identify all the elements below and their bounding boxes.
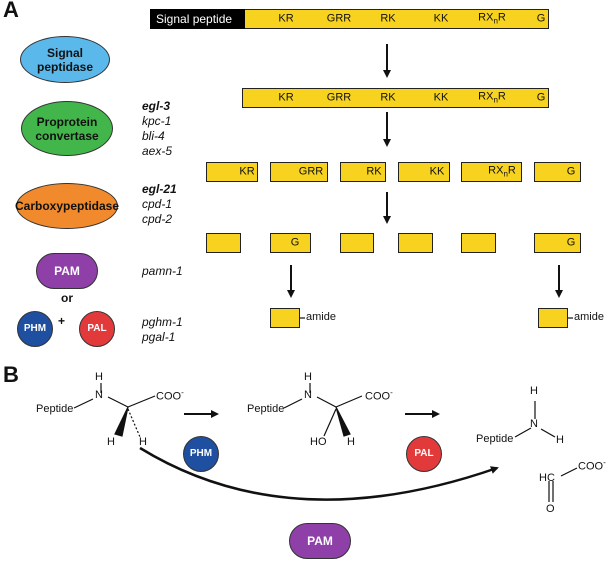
fragment-4-label: KK xyxy=(429,165,445,178)
h-label-1: H xyxy=(95,371,103,383)
coo-label-3: COO- xyxy=(578,458,606,473)
proprotein-convertase-ellipse xyxy=(21,101,113,156)
pro-site-kr: KR xyxy=(278,91,294,104)
trimmed-6-label: G xyxy=(566,236,576,249)
prohormone-bar xyxy=(242,88,549,108)
amidated-peptide-1 xyxy=(270,308,300,328)
gene-kpc-1: kpc-1 xyxy=(142,114,172,128)
h-label-6: H xyxy=(530,385,538,397)
gene-cpd-2: cpd-2 xyxy=(142,212,173,226)
signal-peptide-segment: Signal peptide xyxy=(150,9,245,29)
fragment-4 xyxy=(398,162,450,182)
proprotein-convertase-label: Proprotein convertase xyxy=(35,114,99,143)
pal-circle xyxy=(79,311,115,347)
phm-pal-genes xyxy=(142,315,183,345)
amidated-peptide-2 xyxy=(538,308,568,328)
n-label-1: N xyxy=(95,389,103,401)
peptide-label-2: Peptide xyxy=(247,403,285,415)
carboxypeptidase-label: Carboxypeptidase xyxy=(14,199,120,213)
h-label-3: H xyxy=(139,436,147,448)
trimmed-2 xyxy=(270,233,311,253)
gene-egl-21: egl-21 xyxy=(142,182,177,196)
fragment-2 xyxy=(270,162,328,182)
phm-label: PHM xyxy=(23,323,47,334)
o-label: O xyxy=(546,503,555,515)
fragment-5-label: $RX_nR$ xyxy=(488,164,516,179)
phm-circle xyxy=(17,311,53,347)
h-label-5: H xyxy=(347,436,355,448)
pal-circle-reaction xyxy=(406,436,442,472)
substrate-structure xyxy=(74,383,155,437)
pro-site-rxnr: $RX_nR$ xyxy=(478,90,506,105)
phm-reaction-label: PHM xyxy=(189,448,213,459)
trimmed-3 xyxy=(340,233,374,253)
fragment-2-label: GRR xyxy=(298,165,324,178)
pam-label: PAM xyxy=(54,264,80,278)
carboxypeptidase-ellipse xyxy=(16,183,118,229)
pal-label: PAL xyxy=(87,323,107,334)
phm-circle-reaction xyxy=(183,436,219,472)
signal-peptidase-label: Signal peptidase xyxy=(36,45,93,74)
pro-site-g: G xyxy=(536,91,546,104)
intermediate-structure xyxy=(284,383,362,436)
carboxypeptidase-genes xyxy=(142,182,177,227)
plus-label: + xyxy=(58,314,66,328)
amide-label-2: amide xyxy=(574,311,604,323)
peptide-label-1: Peptide xyxy=(36,403,74,415)
pro-site-grr: GRR xyxy=(326,91,352,104)
coo-label-1: COO- xyxy=(156,388,184,403)
pro-site-rk: RK xyxy=(380,91,396,104)
trimmed-4 xyxy=(398,233,433,253)
pam-shape-reaction xyxy=(289,523,351,559)
site-rxnr: $RX_nR$ xyxy=(478,11,506,26)
fragment-5 xyxy=(461,162,522,182)
n-label-3: N xyxy=(530,418,538,430)
gene-pghm-1: pghm-1 xyxy=(142,315,183,329)
trimmed-1 xyxy=(206,233,241,253)
h-label-4: H xyxy=(304,371,312,383)
gene-bli-4: bli-4 xyxy=(142,129,165,143)
precursor-bar xyxy=(150,9,549,29)
hc-label: HC xyxy=(539,472,555,484)
gene-pgal-1: pgal-1 xyxy=(142,330,176,344)
gene-egl-3: egl-3 xyxy=(142,99,171,113)
trimmed-5 xyxy=(461,233,496,253)
site-grr: GRR xyxy=(326,12,352,25)
panel-label-a: A xyxy=(3,0,19,22)
site-kk: KK xyxy=(433,12,449,25)
gene-cpd-1: cpd-1 xyxy=(142,197,173,211)
signal-peptidase-ellipse xyxy=(20,36,110,83)
gene-aex-5: aex-5 xyxy=(142,144,173,158)
fragment-3-label: RK xyxy=(366,165,382,178)
h-label-7: H xyxy=(556,434,564,446)
panel-label-b: B xyxy=(3,362,19,387)
site-rk: RK xyxy=(380,12,396,25)
trimmed-2-label: G xyxy=(290,236,300,249)
convertase-genes xyxy=(142,99,172,159)
trimmed-6 xyxy=(534,233,581,253)
site-kr: KR xyxy=(278,12,294,25)
peptide-label-3: Peptide xyxy=(476,433,514,445)
site-g: G xyxy=(536,12,546,25)
pam-shape xyxy=(36,253,98,289)
gene-pamn-1: pamn-1 xyxy=(142,264,183,278)
n-label-2: N xyxy=(304,389,312,401)
fragment-1-label: KR xyxy=(239,165,255,178)
or-label: or xyxy=(61,291,73,305)
h-label-2: H xyxy=(107,436,115,448)
coo-label-2: COO- xyxy=(365,388,393,403)
fragment-6-label: G xyxy=(566,165,576,178)
pam-reaction-label: PAM xyxy=(307,534,333,548)
amide-label-1: amide xyxy=(306,311,336,323)
ho-label: HO xyxy=(310,436,327,448)
fragment-3 xyxy=(340,162,386,182)
fragment-6 xyxy=(534,162,581,182)
pal-reaction-label: PAL xyxy=(414,448,434,459)
pro-site-kk: KK xyxy=(433,91,449,104)
fragment-1 xyxy=(206,162,258,182)
